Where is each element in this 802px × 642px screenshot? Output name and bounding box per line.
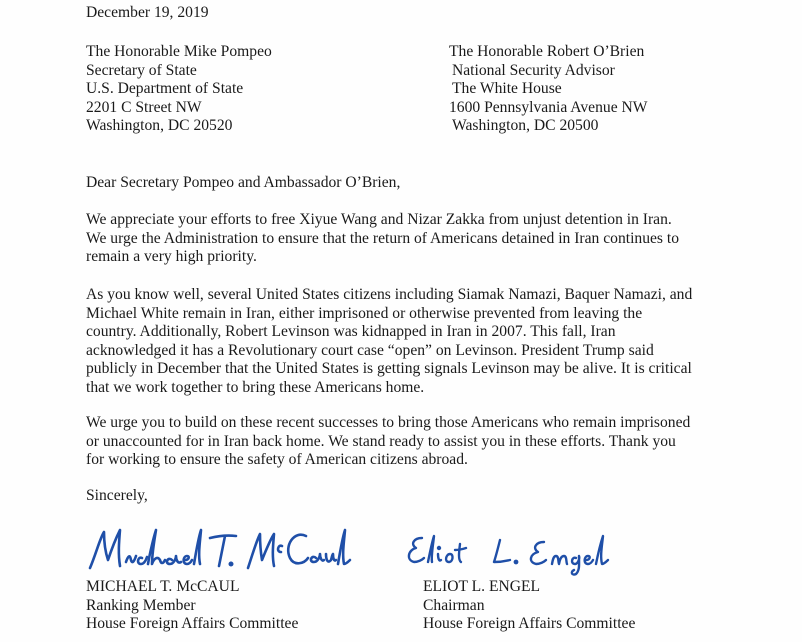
signature-engel xyxy=(404,530,634,575)
paragraph-line: that we work together to bring these Americans home. xyxy=(86,378,425,396)
paragraph-line: country. Additionally, Robert Levinson was kidnapped in Iran in 2007. This fall, Iran xyxy=(86,323,616,341)
address-line: Washington, DC 20500 xyxy=(452,117,599,135)
paragraph-line: We urge you to build on these recent successes to bring those Americans who remain imprisoned xyxy=(86,414,691,431)
signatory-title: Chairman xyxy=(423,596,485,614)
address-line: The White House xyxy=(452,80,562,98)
signatory-right xyxy=(423,578,635,634)
paragraph-line: Michael White remain in Iran, either imprisoned or otherwise prevented from leaving the xyxy=(86,304,643,322)
paragraph-line: We urge the Administration to ensure that the return of Americans detained in Iran continues to xyxy=(86,229,680,247)
body-paragraph-2 xyxy=(86,286,746,398)
signature-mccaul xyxy=(86,524,356,574)
signatory-left xyxy=(86,578,298,634)
address-line: 1600 Pennsylvania Avenue NW xyxy=(449,98,648,116)
paragraph-line: remain a very high priority. xyxy=(86,248,257,266)
paragraph-line: or unaccounted for in Iran back home. We stand ready to assist you in these efforts. Thank you xyxy=(86,432,676,450)
paragraph-line: for working to ensure the safety of American citizens abroad. xyxy=(86,451,468,469)
recipient-address-left xyxy=(86,43,272,136)
body-paragraph-1 xyxy=(86,211,746,267)
address-line: Secretary of State xyxy=(86,61,197,79)
signatory-committee: House Foreign Affairs Committee xyxy=(86,615,299,633)
paragraph-line: acknowledged it has a Revolutionary court case “open” on Levinson. President Trump said xyxy=(86,341,654,359)
body-paragraph-3 xyxy=(86,414,746,470)
address-line: The Honorable Mike Pompeo xyxy=(86,43,272,60)
paragraph-line: We appreciate your efforts to free Xiyue Wang and Nizar Zakka from unjust detention in Iran. xyxy=(86,211,672,228)
closing: Sincerely, xyxy=(86,487,148,504)
address-line: 2201 C Street NW xyxy=(86,98,202,116)
address-line: U.S. Department of State xyxy=(86,80,244,98)
address-line: National Security Advisor xyxy=(452,61,615,79)
recipient-address-right xyxy=(449,43,648,136)
salutation: Dear Secretary Pompeo and Ambassador O’Brien, xyxy=(86,174,401,191)
paragraph-line: publicly in December that the United States is getting signals Levinson may be alive. It is critical xyxy=(86,360,692,378)
signatory-name: ELIOT L. ENGEL xyxy=(423,578,541,595)
signatory-committee: House Foreign Affairs Committee xyxy=(423,615,636,633)
letter-date: December 19, 2019 xyxy=(86,4,209,21)
paragraph-line: As you know well, several United States citizens including Siamak Namazi, Baquer Namazi, and xyxy=(86,286,693,303)
signatory-title: Ranking Member xyxy=(86,596,196,614)
address-line: Washington, DC 20520 xyxy=(86,117,233,135)
address-line: The Honorable Robert O’Brien xyxy=(449,43,645,60)
signatory-name: MICHAEL T. McCAUL xyxy=(86,578,240,595)
